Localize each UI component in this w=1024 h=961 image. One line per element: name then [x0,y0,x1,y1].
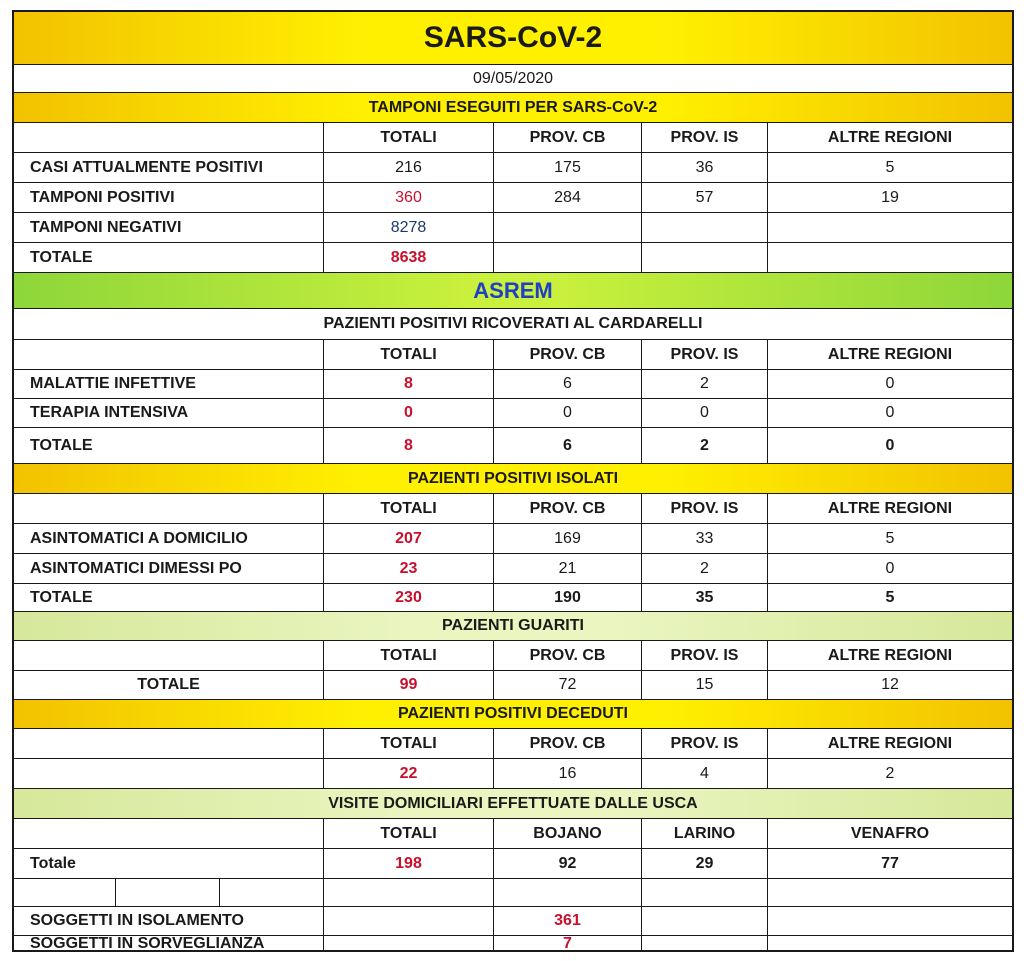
value-cell: 0 [324,399,494,427]
table-row [14,524,1012,554]
section-heading-text: PAZIENTI POSITIVI DECEDUTI [398,705,628,722]
section-guariti-heading [14,612,1012,641]
value-cell: 35 [642,584,768,611]
cardarelli-col-header-row [14,340,1012,370]
col-header: ALTRE REGIONI [827,128,953,146]
empty-cell [14,819,324,848]
value-cell: 8 [324,428,494,463]
value-cell: 175 [494,153,642,182]
value-cell: 36 [642,153,768,182]
section-heading-text: PAZIENTI GUARITI [442,617,584,634]
row-label: SOGGETTI IN ISOLAMENTO [14,907,324,935]
value-cell: 33 [642,524,768,553]
empty-cell [14,729,324,758]
col-header: PROV. IS [642,123,768,152]
value-cell [642,243,768,272]
value-cell: 6 [494,370,642,398]
empty-cell [14,879,116,906]
value-cell: 0 [885,404,895,421]
empty-cell [14,340,324,369]
value-cell: 29 [642,849,768,878]
empty-cell [14,123,324,152]
spacer-row [14,879,1012,907]
row-label: ASINTOMATICI A DOMICILIO [14,524,324,553]
value-cell: 23 [324,554,494,583]
value-cell: 216 [324,153,494,182]
col-header: BOJANO [494,819,642,848]
value-cell: 360 [324,183,494,212]
table-row [14,554,1012,584]
soggetti-row [14,936,1012,950]
value-cell: 8638 [324,243,494,272]
empty-cell [768,879,1012,906]
isolati-col-header-row [14,494,1012,524]
value-cell: 0 [885,436,895,454]
empty-cell [642,879,768,906]
value-cell: 2 [885,764,895,782]
value-cell: 230 [324,584,494,611]
value-cell: 8 [324,370,494,398]
value-cell: 0 [642,399,768,427]
row-label [14,759,324,788]
col-header: PROV. IS [642,340,768,369]
col-header: ALTRE REGIONI [827,734,953,752]
row-label: TOTALE [14,671,324,699]
value-cell: 2 [642,554,768,583]
col-header: TOTALI [324,123,494,152]
value-cell: 22 [324,759,494,788]
title-text: SARS-CoV-2 [423,21,603,54]
value-cell: 8278 [324,213,494,242]
asrem-band [14,273,1012,309]
tamponi-col-header-row [14,123,1012,153]
col-header: ALTRE REGIONI [827,499,953,517]
guariti-col-header-row [14,641,1012,671]
row-label: ASINTOMATICI DIMESSI PO [14,554,324,583]
value-cell: 169 [494,524,642,553]
value-cell: 5 [885,158,895,176]
col-header: TOTALI [324,729,494,758]
value-cell: 72 [494,671,642,699]
col-header: PROV. IS [642,729,768,758]
col-header: PROV. CB [494,494,642,523]
value-cell: 198 [324,849,494,878]
section-isolati-heading [14,464,1012,494]
table-row [14,243,1012,273]
value-cell: 16 [494,759,642,788]
row-label: SOGGETTI IN SORVEGLIANZA [14,936,324,952]
value-cell: 0 [885,375,895,392]
section-deceduti-heading [14,700,1012,729]
table-row [14,399,1012,428]
value-cell: 2 [642,370,768,398]
empty-cell [642,936,768,952]
row-label: TAMPONI POSITIVI [14,183,324,212]
covid-report-sheet [12,10,1014,952]
value-cell: 4 [642,759,768,788]
row-label: Totale [14,849,324,878]
col-header: PROV. CB [494,729,642,758]
empty-cell [324,907,494,935]
col-header: TOTALI [324,494,494,523]
value-cell: 5 [885,529,895,547]
col-header: TOTALI [324,641,494,670]
value-cell: 207 [324,524,494,553]
value-cell: 99 [324,671,494,699]
col-header: PROV. IS [642,494,768,523]
empty-cell [642,907,768,935]
value-cell: 2 [642,428,768,463]
deceduti-col-header-row [14,729,1012,759]
table-row [14,428,1012,464]
section-heading-text: VISITE DOMICILIARI EFFETTUATE DALLE USCA [328,794,698,812]
value-cell: 284 [494,183,642,212]
col-header: ALTRE REGIONI [827,345,953,363]
soggetti-row [14,907,1012,936]
col-header: LARINO [642,819,768,848]
col-header: PROV. CB [494,641,642,670]
empty-cell [768,936,1012,952]
empty-cell [324,879,494,906]
empty-cell [14,641,324,670]
value-cell: 6 [494,428,642,463]
table-row [14,759,1012,789]
table-row [14,849,1012,879]
value-cell: 21 [494,554,642,583]
value-cell: 0 [494,399,642,427]
value-cell: 361 [494,907,642,935]
row-label: MALATTIE INFETTIVE [14,370,324,398]
table-row [14,153,1012,183]
table-row [14,671,1012,700]
value-cell: 12 [881,676,899,693]
section-heading-text: TAMPONI ESEGUITI PER SARS-CoV-2 [368,98,658,116]
row-label: CASI ATTUALMENTE POSITIVI [14,153,324,182]
section-heading-text: PAZIENTI POSITIVI RICOVERATI AL CARDARELLI [323,315,703,332]
value-cell: 92 [494,849,642,878]
section-heading-text: PAZIENTI POSITIVI ISOLATI [407,469,619,487]
value-cell: 19 [881,188,899,206]
section-usca-heading [14,789,1012,819]
report-date [14,65,1012,93]
section-tamponi-heading [14,93,1012,123]
row-label: TOTALE [14,428,324,463]
empty-cell [14,494,324,523]
row-label: TERAPIA INTENSIVA [14,399,324,427]
value-cell [494,213,642,242]
asrem-text: ASREM [473,277,553,303]
date-text: 09/05/2020 [472,69,554,87]
usca-col-header-row [14,819,1012,849]
col-header: PROV. CB [494,340,642,369]
value-cell: 77 [881,854,899,872]
table-row [14,370,1012,399]
empty-cell [220,879,324,906]
value-cell: 7 [494,936,642,952]
empty-cell [494,879,642,906]
col-header: TOTALI [324,819,494,848]
value-cell: 15 [642,671,768,699]
value-cell [768,243,1012,272]
section-cardarelli-heading [14,309,1012,340]
value-cell: 190 [494,584,642,611]
empty-cell [116,879,220,906]
table-row [14,183,1012,213]
row-label: TOTALE [14,243,324,272]
value-cell [494,243,642,272]
value-cell: 57 [642,183,768,212]
col-header: PROV. IS [642,641,768,670]
col-header: TOTALI [324,340,494,369]
row-label: TAMPONI NEGATIVI [14,213,324,242]
value-cell: 0 [885,559,895,577]
table-row [14,584,1012,612]
table-row [14,213,1012,243]
value-cell [642,213,768,242]
value-cell [768,213,1012,242]
col-header: ALTRE REGIONI [827,646,953,664]
report-title [14,12,1012,65]
empty-cell [324,936,494,952]
col-header: PROV. CB [494,123,642,152]
value-cell: 5 [885,588,895,606]
col-header: VENAFRO [850,824,930,842]
row-label: TOTALE [14,584,324,611]
empty-cell [768,907,1012,935]
